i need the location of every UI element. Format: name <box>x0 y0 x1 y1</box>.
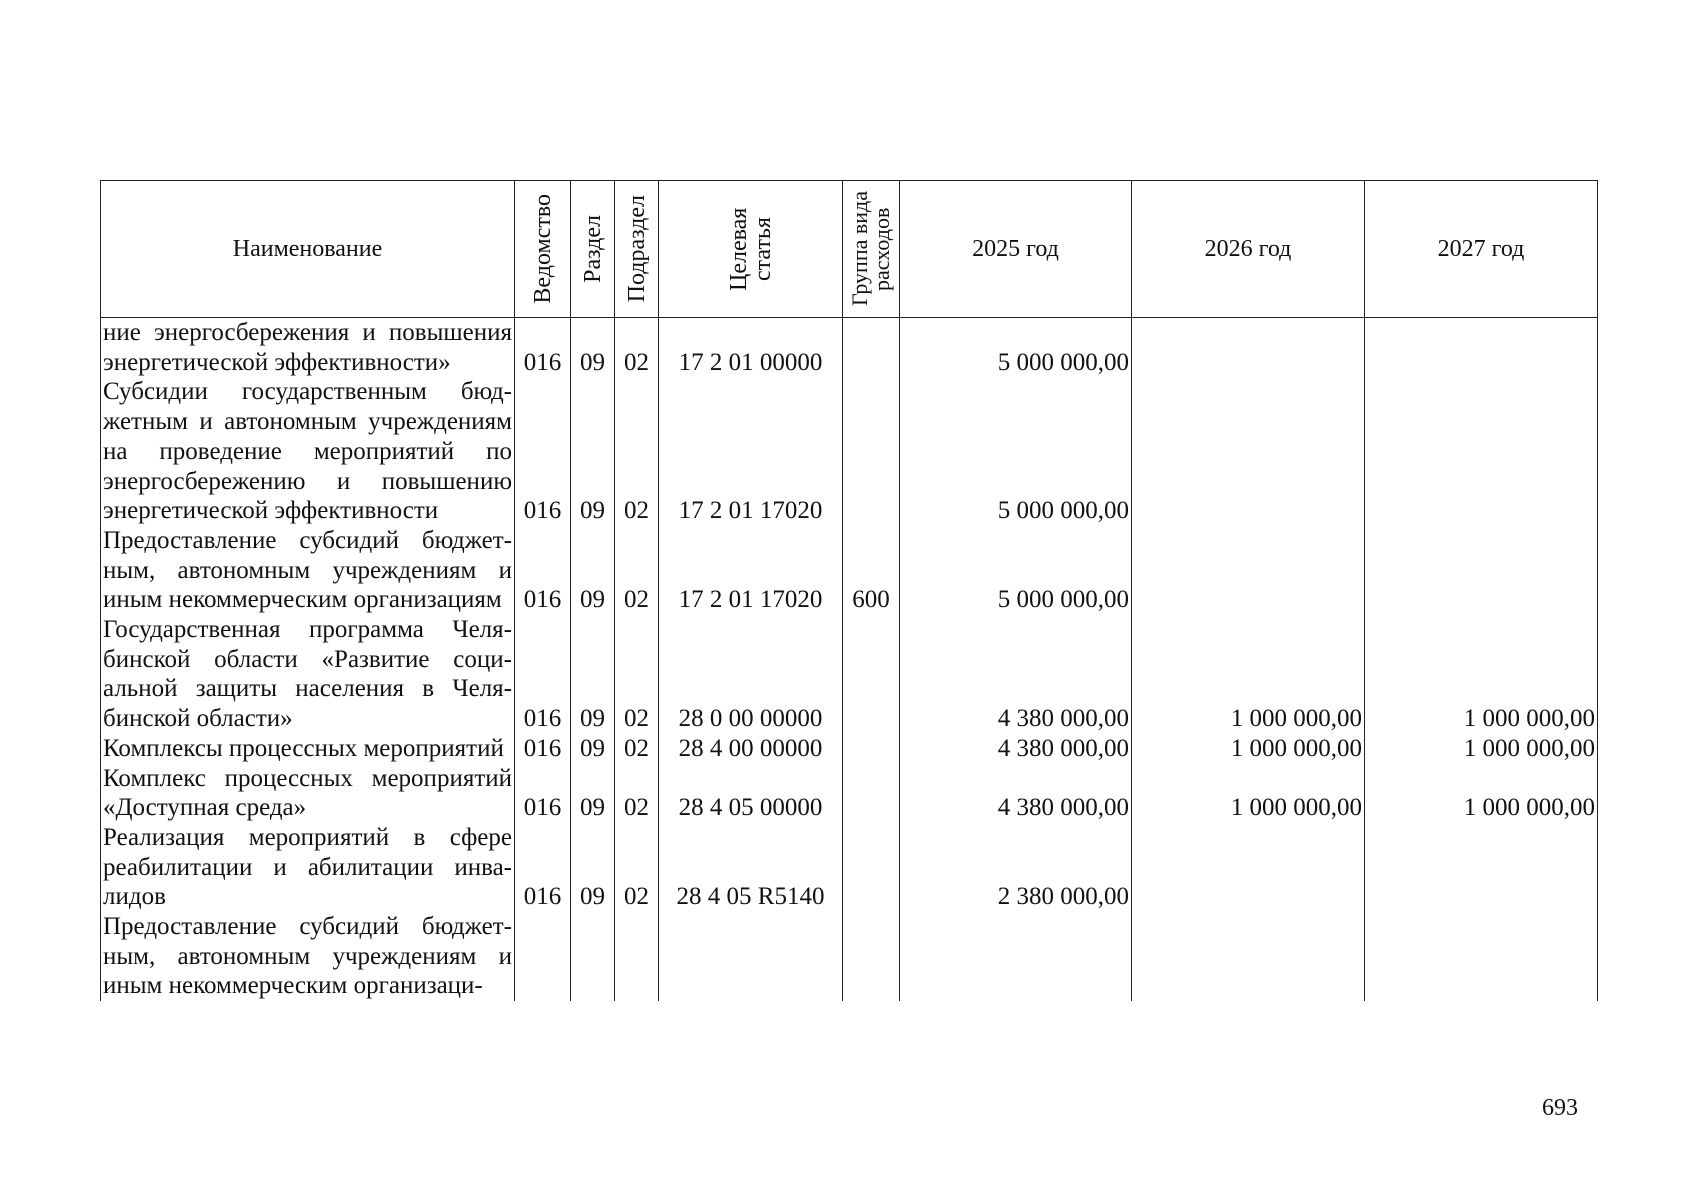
header-name: Наименование <box>101 181 515 318</box>
budget-table <box>100 180 1598 1001</box>
header-2025: 2025 год <box>900 181 1132 318</box>
cell-expense-group <box>843 318 900 378</box>
cell-target-article <box>659 912 843 1001</box>
cell-section: 09 <box>571 734 615 764</box>
cell-2027: 1 000 000,00 <box>1365 734 1598 764</box>
table-row <box>101 823 1598 912</box>
cell-expense-group <box>843 912 900 1001</box>
header-2026: 2026 год <box>1132 181 1365 318</box>
cell-subsection: 02 <box>615 526 659 615</box>
cell-target-article: 28 0 00 00000 <box>659 615 843 734</box>
cell-2027 <box>1365 823 1598 912</box>
cell-dept: 016 <box>515 615 571 734</box>
header-row <box>101 181 1598 318</box>
header-subsection: Подраздел <box>615 181 659 318</box>
page-number: 693 <box>1542 1095 1578 1121</box>
table-body <box>101 318 1598 1002</box>
cell-2027: 1 000 000,00 <box>1365 764 1598 823</box>
cell-name: Субсидии государственным бюджетным и автономным учреждениям на проведение мероприятий по энергосбережению и повышению энергетической эффективности <box>101 377 515 526</box>
table-row <box>101 318 1598 378</box>
cell-2025 <box>900 912 1132 1001</box>
cell-section: 09 <box>571 377 615 526</box>
cell-2027 <box>1365 318 1598 378</box>
cell-2026 <box>1132 823 1365 912</box>
cell-2025: 2 380 000,00 <box>900 823 1132 912</box>
cell-subsection: 02 <box>615 734 659 764</box>
cell-dept: 016 <box>515 318 571 378</box>
cell-expense-group <box>843 377 900 526</box>
cell-2026: 1 000 000,00 <box>1132 615 1365 734</box>
cell-2025: 4 380 000,00 <box>900 615 1132 734</box>
cell-2026 <box>1132 377 1365 526</box>
cell-section: 09 <box>571 526 615 615</box>
table-row <box>101 377 1598 526</box>
cell-dept: 016 <box>515 526 571 615</box>
header-expense-group: Группа вида расходов <box>843 181 900 318</box>
cell-2025: 4 380 000,00 <box>900 734 1132 764</box>
cell-subsection: 02 <box>615 318 659 378</box>
cell-target-article: 17 2 01 17020 <box>659 526 843 615</box>
table-row <box>101 615 1598 734</box>
cell-dept: 016 <box>515 377 571 526</box>
cell-2025: 4 380 000,00 <box>900 764 1132 823</box>
cell-subsection: 02 <box>615 764 659 823</box>
cell-name: Реализация мероприятий в сфере реабилитации и абилитации инвалидов <box>101 823 515 912</box>
cell-2026: 1 000 000,00 <box>1132 734 1365 764</box>
cell-2025: 5 000 000,00 <box>900 318 1132 378</box>
cell-subsection <box>615 912 659 1001</box>
cell-section: 09 <box>571 823 615 912</box>
cell-dept: 016 <box>515 734 571 764</box>
cell-expense-group <box>843 764 900 823</box>
cell-2026 <box>1132 912 1365 1001</box>
cell-subsection: 02 <box>615 615 659 734</box>
cell-section <box>571 912 615 1001</box>
cell-dept: 016 <box>515 764 571 823</box>
header-section: Раздел <box>571 181 615 318</box>
cell-subsection: 02 <box>615 823 659 912</box>
cell-2026: 1 000 000,00 <box>1132 764 1365 823</box>
cell-2025: 5 000 000,00 <box>900 377 1132 526</box>
cell-section: 09 <box>571 615 615 734</box>
cell-name: Комплексы процессных мероприятий <box>101 734 515 764</box>
table-row <box>101 526 1598 615</box>
cell-name: Комплекс процессных мероприятий «Доступная среда» <box>101 764 515 823</box>
cell-target-article: 28 4 05 00000 <box>659 764 843 823</box>
cell-target-article: 17 2 01 00000 <box>659 318 843 378</box>
cell-target-article: 17 2 01 17020 <box>659 377 843 526</box>
cell-name: ние энергосбережения и повышения энергетической эффективности» <box>101 318 515 378</box>
header-2027: 2027 год <box>1365 181 1598 318</box>
cell-subsection: 02 <box>615 377 659 526</box>
cell-2026 <box>1132 526 1365 615</box>
cell-section: 09 <box>571 318 615 378</box>
cell-2027 <box>1365 526 1598 615</box>
cell-expense-group <box>843 734 900 764</box>
table-row <box>101 764 1598 823</box>
cell-2027: 1 000 000,00 <box>1365 615 1598 734</box>
cell-expense-group <box>843 823 900 912</box>
cell-expense-group <box>843 615 900 734</box>
cell-name: Государственная программа Челябинской области «Развитие социальной защиты населения в Челябинской области» <box>101 615 515 734</box>
table-row <box>101 734 1598 764</box>
cell-2026 <box>1132 318 1365 378</box>
header-target-article: Целевая статья <box>659 181 843 318</box>
cell-name: Предоставление субсидий бюджетным, автономным учреждениям и иным некоммерческим организаци- <box>101 912 515 1001</box>
cell-2025: 5 000 000,00 <box>900 526 1132 615</box>
cell-section: 09 <box>571 764 615 823</box>
cell-dept: 016 <box>515 823 571 912</box>
cell-target-article: 28 4 00 00000 <box>659 734 843 764</box>
cell-2027 <box>1365 912 1598 1001</box>
cell-dept <box>515 912 571 1001</box>
cell-expense-group: 600 <box>843 526 900 615</box>
table-row <box>101 912 1598 1001</box>
cell-target-article: 28 4 05 R5140 <box>659 823 843 912</box>
cell-name: Предоставление субсидий бюджетным, автономным учреждениям и иным некоммерческим организациям <box>101 526 515 615</box>
cell-2027 <box>1365 377 1598 526</box>
header-dept: Ведомство <box>515 181 571 318</box>
